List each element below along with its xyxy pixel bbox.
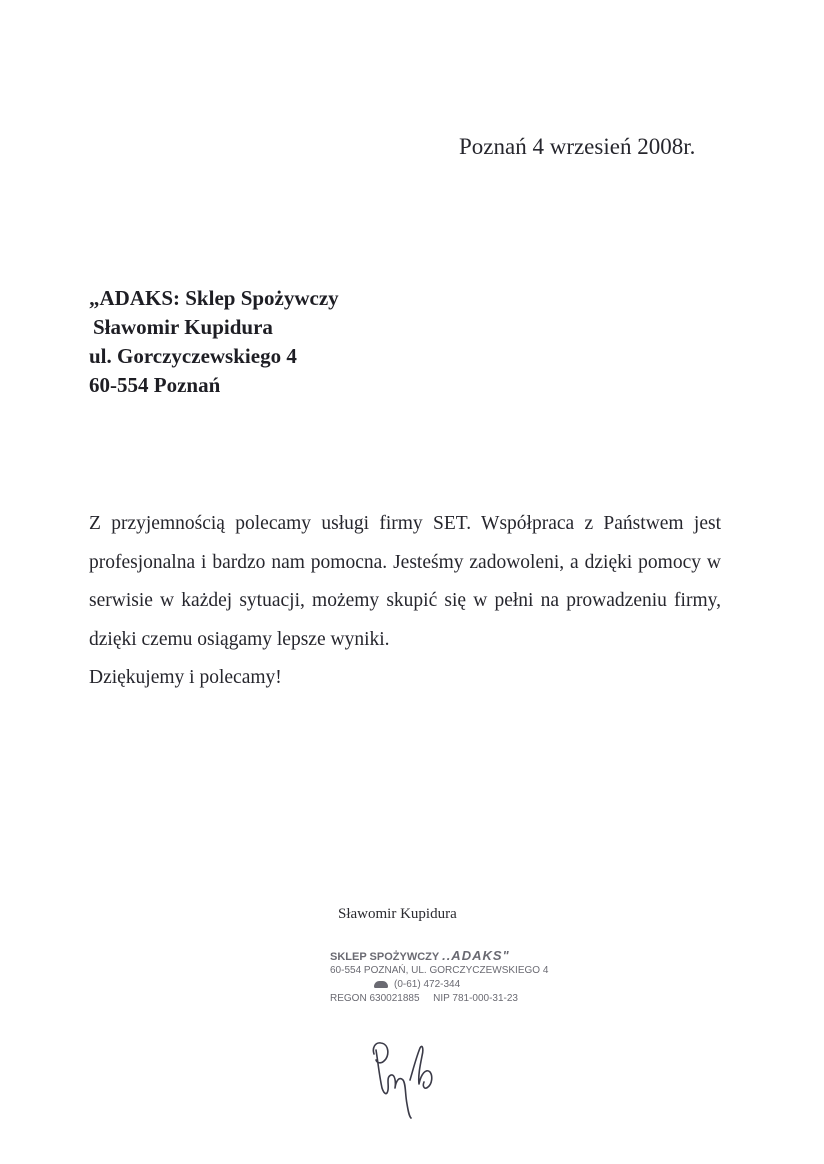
body-paragraph: Z przyjemnością polecamy usługi firmy SET. Współpraca z Państwem jest profesjonalna i bardzo nam pomocna. Jesteśmy zadowoleni, a dzięki pomocy w serwisie w każdej sytuacji, możemy skupić się w pełni na prowadzeniu firmy, dzięki czemu osiągamy lepsze wyniki. xyxy=(89,513,721,650)
stamp-regon: REGON 630021885 xyxy=(330,993,420,1004)
stamp-nip: NIP 781-000-31-23 xyxy=(433,993,518,1004)
stamp-phone: (0-61) 472-344 xyxy=(394,979,461,990)
letter-date: Poznań 4 wrzesień 2008r. xyxy=(459,134,696,159)
stamp-brand: ..ADAKS" xyxy=(442,948,510,963)
recipient-address xyxy=(89,284,339,400)
recipient-city: 60-554 Poznań xyxy=(89,373,221,397)
recipient-company: „ADAKS: Sklep Spożywczy xyxy=(89,286,339,310)
handwritten-signature xyxy=(360,1032,450,1120)
stamp-ids xyxy=(330,992,518,1006)
stamp-address: 60-554 POZNAŃ, UL. GORCZYCZEWSKIEGO 4 xyxy=(330,965,549,976)
letter-body xyxy=(89,505,721,698)
stamp-shop-type: SKLEP SPOŻYWCZY xyxy=(330,951,440,963)
phone-icon xyxy=(374,981,388,988)
closing-line: Dziękujemy i polecamy! xyxy=(89,667,282,688)
stamp-phone-line xyxy=(330,978,530,992)
signer-name: Sławomir Kupidura xyxy=(338,906,457,922)
recipient-person: Sławomir Kupidura xyxy=(93,315,273,339)
recipient-street: ul. Gorczyczewskiego 4 xyxy=(89,344,297,368)
company-stamp xyxy=(330,948,549,1006)
stamp-line-1 xyxy=(330,949,530,964)
